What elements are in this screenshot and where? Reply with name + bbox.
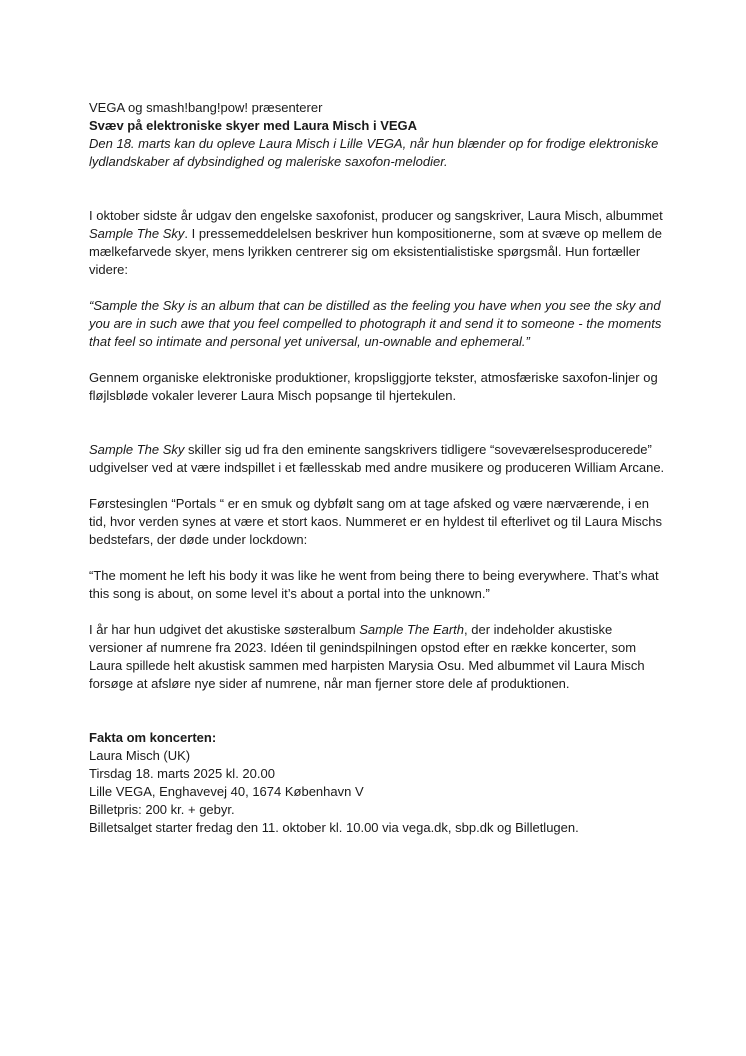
album-title: Sample The Sky [89,226,185,241]
facts-venue: Lille VEGA, Enghavevej 40, 1674 København V [89,784,364,799]
facts-heading: Fakta om koncerten: [89,730,217,745]
quote-sample-the-sky: “Sample the Sky is an album that can be distilled as the feeling you have when you see the sky and you are in such awe that you feel compelled to photograph it and send it to someone - the moments that feel so intimate and personal yet universal, un-ownable and ephemeral.” [89,298,662,349]
press-release-body [89,99,669,837]
album-title: Sample The Sky [89,442,185,457]
facts-date: Tirsdag 18. marts 2025 kl. 20.00 [89,766,275,781]
paragraph-sister-album: I år har hun udgivet det akustiske søsteralbum Sample The Earth, der indeholder akustiske versioner af numrene fra 2023. Idéen til genindspilningen opstod efter en række koncerter, som Laura spillede helt akustisk sammen med harpisten Marysia Osu. Med albummet vil Laura Misch forsøge at afsløre nye sider af numrene, når man fjerner store dele af produktionen. [89,622,645,691]
facts-price: Billetpris: 200 kr. + gebyr. [89,802,235,817]
facts-artist: Laura Misch (UK) [89,748,191,763]
lead-paragraph: Den 18. marts kan du opleve Laura Misch i Lille VEGA, når hun blænder op for frodige elektroniske lydlandskaber af dybsindighed og maleriske saxofon-melodier. [89,136,659,169]
paragraph-single: Førstesinglen “Portals “ er en smuk og dybfølt sang om at tage afsked og være nærværende, i en tid, hvor verden synes at være et stort kaos. Nummeret er en hyldest til efterlivet og til Laura Mischs bedstefars, der døde under lockdown: [89,496,662,547]
paragraph-album: Sample The Sky skiller sig ud fra den eminente sangskrivers tidligere “soveværelsesproducerede” udgivelser ved at være indspillet i et fællesskab med andre musikere og produceren William Arcane. [89,442,665,475]
facts-ticket-sale: Billetsalget starter fredag den 11. oktober kl. 10.00 via vega.dk, sbp.dk og Billetlugen. [89,820,579,835]
headline: Svæv på elektroniske skyer med Laura Misch i VEGA [89,118,418,133]
quote-portals: “The moment he left his body it was like he went from being there to being everywhere. That’s what this song is about, on some level it’s about a portal into the unknown.” [89,568,659,601]
paragraph-productions: Gennem organiske elektroniske produktioner, kropsliggjorte tekster, atmosfæriske saxofon-linjer og fløjlsbløde vokaler leverer Laura Misch popsange til hjertekulen. [89,370,658,403]
album-title: Sample The Earth [359,622,465,637]
presents-line: VEGA og smash!bang!pow! præsenterer [89,100,323,115]
paragraph-intro: I oktober sidste år udgav den engelske saxofonist, producer og sangskriver, Laura Misch, albummet Sample The Sky. I pressemeddelelsen beskriver hun kompositionerne, som at svæve op mellem de mælkefarvede skyer, mens lyrikken centrerer sig om eksistentialistiske spørgsmål. Hun fortæller videre: [89,208,663,277]
